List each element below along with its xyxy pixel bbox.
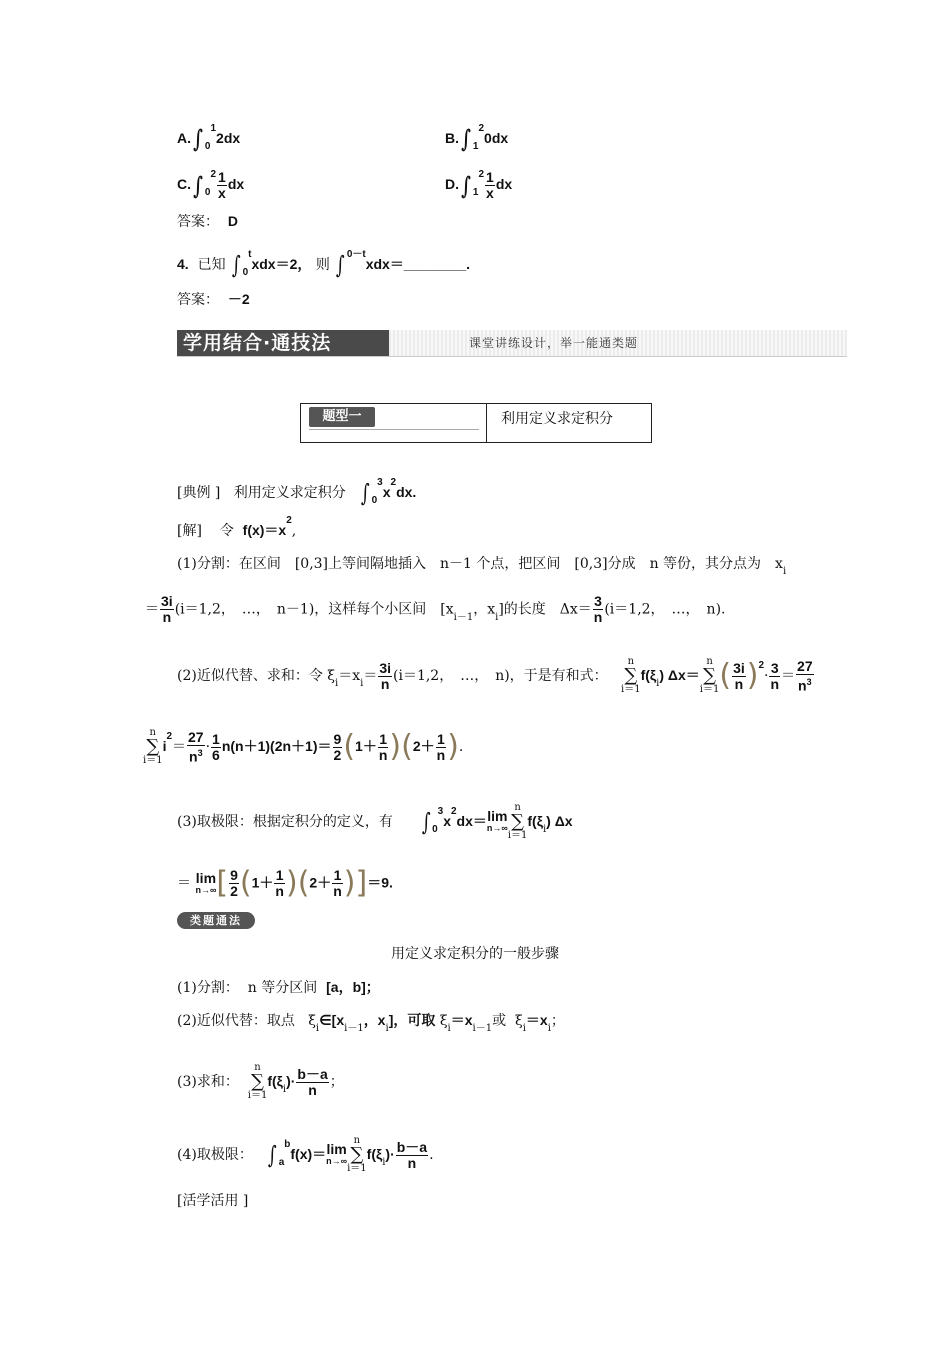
term: 1＋ <box>355 738 377 754</box>
limit <box>326 1143 347 1167</box>
question-text: 已知 <box>197 257 226 273</box>
dot: · <box>205 739 211 755</box>
step1-text: ，x <box>473 601 496 618</box>
integral-sign: ∫ <box>336 251 345 279</box>
upper-limit: 2 <box>478 169 485 181</box>
lower-limit: a <box>278 1157 285 1168</box>
solution-tag: [解] <box>177 523 202 539</box>
sum-symbol <box>248 1063 268 1101</box>
step2-text: ＝x <box>338 668 361 684</box>
expression: xdx＝2， <box>251 256 312 272</box>
sum-symbol <box>347 1136 367 1174</box>
fraction <box>593 594 604 625</box>
denominator: 2 <box>333 746 342 763</box>
numerator: 1 <box>275 867 284 883</box>
lower-limit: 0 <box>432 824 438 835</box>
term: i <box>162 738 167 754</box>
term: 1＋ <box>251 874 274 891</box>
fraction <box>378 661 392 692</box>
numerator: 1 <box>333 867 342 883</box>
method-step-3 <box>177 1063 344 1101</box>
numerator: b－a <box>297 1065 328 1082</box>
summand: f(ξ <box>640 667 657 683</box>
step1-text: ]的长度 Δx＝ <box>498 601 592 618</box>
denominator: n <box>770 675 780 692</box>
xi: ξ <box>515 1013 523 1029</box>
left-bracket-icon: [ <box>216 865 229 901</box>
left-paren-icon: ( <box>239 865 252 901</box>
sum-top: n <box>514 802 521 813</box>
integral-sign: ∫ <box>421 808 431 836</box>
banner-subtitle: 课堂讲练设计，举一能通类题 <box>469 336 639 350</box>
sum-symbol <box>508 803 528 841</box>
fraction <box>332 868 343 899</box>
sum-bottom: i＝1 <box>347 1163 367 1174</box>
subscript: i <box>522 1023 526 1034</box>
term: ＝x <box>525 1012 548 1028</box>
sum-top: n <box>627 656 635 667</box>
option-a <box>177 123 241 154</box>
exponent: 2 <box>166 731 173 742</box>
equals: ＝ <box>177 875 191 892</box>
left-paren-icon: ( <box>343 729 356 764</box>
step1-text: (i＝1,2， …， n). <box>604 601 726 618</box>
right-paren-icon: ) <box>343 865 356 901</box>
fraction <box>160 594 174 625</box>
method-title: 用定义求定积分的一般步骤 <box>391 946 559 962</box>
sum-symbol <box>621 657 641 695</box>
exponent: 2 <box>450 806 457 817</box>
answer-value: D <box>227 213 239 229</box>
right-paren-icon: ) <box>389 729 402 764</box>
sigma-icon: ∑ <box>350 1144 364 1165</box>
right-paren-icon: ) <box>746 658 759 693</box>
dot: · <box>764 668 769 684</box>
left-paren-icon: ( <box>401 729 413 764</box>
fraction <box>187 730 205 765</box>
type-tag-cell <box>301 404 487 442</box>
step2-line1 <box>177 657 815 695</box>
exponent: 3 <box>197 747 203 758</box>
upper-limit: b <box>284 1139 291 1150</box>
lim-sub: n→∞ <box>195 884 217 895</box>
banner-title: 学用结合·通技法 <box>177 330 389 356</box>
fraction <box>485 170 495 201</box>
step1-text: (1)分割：在区间 [0,3]上等间隔地插入 n－1 个点，把区间 [0,3]分成 n 等份，其分点为 x <box>177 556 783 572</box>
sum-bottom: i＝1 <box>621 684 641 695</box>
sum-symbol <box>700 657 720 695</box>
step2-text: (2)近似代替、求和：令 ξ <box>177 668 335 684</box>
integrand: 0dx <box>484 130 509 146</box>
equals: ＝ <box>363 668 378 684</box>
integrand: f(x)＝ <box>290 1146 327 1162</box>
limit <box>487 810 508 834</box>
sigma-icon: ∑ <box>624 665 638 686</box>
example-line <box>177 477 417 507</box>
numerator: b－a <box>396 1138 428 1155</box>
integrand: 2dx <box>216 130 241 146</box>
function-def: f(x)＝x <box>242 522 287 538</box>
summand: ) Δx <box>546 813 573 829</box>
step1-line1 <box>177 554 786 576</box>
practice-tag: [活学活用 ] <box>177 1193 249 1209</box>
sigma-icon: ∑ <box>511 811 525 832</box>
denominator-base: n <box>189 748 198 765</box>
denominator <box>796 675 814 694</box>
fraction <box>211 732 221 763</box>
subscript: i <box>495 611 499 623</box>
denominator: n <box>378 746 388 763</box>
step3-text: (3)取极限：根据定积分的定义，有 <box>177 814 393 830</box>
numerator: 27 <box>797 657 813 674</box>
method-step-2 <box>177 1010 565 1033</box>
numerator: 1 <box>379 730 387 747</box>
option-label: B. <box>445 130 459 146</box>
sum-bottom: i＝1 <box>507 830 528 841</box>
upper-limit: 2 <box>478 123 485 134</box>
sum-bottom: i＝1 <box>143 755 163 766</box>
answer-label: 答案： <box>177 214 219 230</box>
integrand-tail: dx <box>495 176 513 193</box>
solution-text: 令 <box>219 523 234 539</box>
punct: . <box>458 739 464 755</box>
fraction <box>732 661 746 692</box>
right-bracket-icon: ] <box>355 865 368 901</box>
numerator: 3 <box>594 593 602 609</box>
sum-top: n <box>254 1062 261 1073</box>
integral-sign: ∫ <box>461 170 471 200</box>
option-c <box>177 170 244 201</box>
option-label: A. <box>177 130 191 146</box>
exponent: 2 <box>286 515 292 526</box>
numerator: 1 <box>218 169 226 185</box>
denominator <box>187 746 205 765</box>
left-paren-icon: ( <box>297 865 310 901</box>
integrand-tail: dx. <box>396 484 417 500</box>
denominator: x <box>486 185 494 201</box>
subscript: i <box>360 678 364 689</box>
lower-limit: 1 <box>472 141 479 152</box>
punct: , <box>291 523 297 539</box>
denominator: n <box>308 1081 317 1098</box>
numerator: 9 <box>333 730 342 747</box>
step1-line2 <box>145 594 725 625</box>
sigma-icon: ∑ <box>251 1071 264 1092</box>
denominator: n <box>593 609 603 625</box>
integral-sign: ∫ <box>268 1141 277 1169</box>
denominator-base: n <box>798 677 807 694</box>
integral-sign: ∫ <box>461 124 471 154</box>
punct: ； <box>329 1074 344 1090</box>
term: n(n＋1)(2n＋1)＝ <box>221 738 332 754</box>
fraction <box>378 732 389 763</box>
numerator: 27 <box>188 728 204 745</box>
denominator: n <box>275 883 284 899</box>
integral-sign: ∫ <box>193 170 203 200</box>
sum-top: n <box>706 656 713 667</box>
lim-sub: n→∞ <box>486 823 508 833</box>
equals: ＝ <box>172 739 187 755</box>
step2-text: (i＝1,2， …， n)，于是有和式： <box>393 668 608 684</box>
fraction <box>229 868 239 899</box>
answer-label: 答案： <box>177 292 219 308</box>
integral-sign: ∫ <box>360 479 370 507</box>
numerator: 3i <box>161 593 173 609</box>
exponent: 2 <box>390 477 397 488</box>
denominator: 2 <box>230 883 238 899</box>
step3-line2 <box>177 865 393 901</box>
sum-top: n <box>353 1135 361 1146</box>
subscript: i <box>447 1023 451 1034</box>
integral-sign: ∫ <box>231 251 241 279</box>
example-text: 利用定义求定积分 <box>233 485 346 501</box>
subscript: i－1 <box>344 1023 364 1034</box>
limit <box>195 869 217 896</box>
upper-limit: 0－t <box>346 249 366 260</box>
tag-underline <box>309 429 479 430</box>
term: 2＋ <box>412 738 435 754</box>
sum-bottom: i＝1 <box>699 684 720 695</box>
integral-sign: ∫ <box>193 124 203 154</box>
upper-limit: 3 <box>377 477 383 488</box>
sum-symbol <box>143 728 163 766</box>
equals: ＝ <box>145 601 159 618</box>
fraction <box>796 659 814 694</box>
option-label: C. <box>177 176 191 193</box>
numerator: 1 <box>486 169 494 185</box>
numerator: 1 <box>212 730 220 747</box>
numerator: 3i <box>733 659 745 676</box>
right-paren-icon: ) <box>447 729 459 764</box>
fraction <box>396 1140 428 1171</box>
lower-limit: 1 <box>472 187 479 199</box>
punct: . <box>429 1147 434 1163</box>
solution-line <box>177 515 297 543</box>
xi: ξ <box>439 1013 448 1029</box>
sigma-icon: ∑ <box>703 665 716 686</box>
subscript: i <box>382 1157 386 1168</box>
upper-limit: 2 <box>210 169 217 181</box>
subscript: i <box>656 678 660 689</box>
equals: ＝ <box>781 668 796 684</box>
question-text: 则 <box>315 257 330 273</box>
method-step-1 <box>177 977 380 998</box>
integrand-tail: dx <box>227 176 245 193</box>
numerator: 9 <box>230 867 238 883</box>
step1-text: (i＝1,2， …， n－1)，这样每个小区间 [x <box>174 601 454 618</box>
method-pill: 类题通法 <box>177 912 255 929</box>
upper-limit: 3 <box>437 806 444 817</box>
denominator: n <box>333 883 342 899</box>
method-text: ]，可取 <box>388 1012 436 1028</box>
summand: f(ξ <box>267 1073 283 1089</box>
subscript: i <box>547 1023 551 1034</box>
option-label: D. <box>445 176 459 193</box>
fraction <box>436 732 447 763</box>
fraction <box>296 1067 328 1098</box>
expression: xdx＝________. <box>365 256 471 272</box>
lim-sub: n→∞ <box>326 1156 348 1166</box>
summand: f(ξ <box>366 1146 383 1162</box>
upper-limit: 1 <box>210 123 217 134</box>
method-text: n 等分区间 <box>247 980 318 996</box>
fraction <box>217 170 227 201</box>
interval: [a，b]； <box>326 979 380 995</box>
xi: ξ <box>308 1013 316 1029</box>
result: ＝9. <box>367 874 393 891</box>
sigma-icon: ∑ <box>146 736 160 757</box>
method-text: (2)近似代替：取点 <box>177 1013 295 1029</box>
subscript: i <box>315 1023 320 1034</box>
term: 2＋ <box>309 874 332 891</box>
example-tag: [典例 ] <box>177 485 221 501</box>
exponent: 3 <box>806 676 812 687</box>
section-banner <box>177 330 847 357</box>
lim-text: lim <box>326 1141 347 1157</box>
term: ＝x <box>450 1012 473 1028</box>
question-number: 4. <box>177 256 189 272</box>
summand: f(ξ <box>527 813 543 829</box>
method-text: (1)分割： <box>177 980 239 996</box>
subscript: i <box>542 824 547 835</box>
integrand: x <box>443 813 451 829</box>
punct: ； <box>550 1013 565 1029</box>
interval: ，x <box>363 1012 386 1028</box>
subscript: i <box>282 1084 287 1095</box>
option-b <box>445 123 509 154</box>
fraction <box>769 661 780 692</box>
fraction <box>333 732 343 763</box>
option-d <box>445 170 512 201</box>
denominator: n <box>734 675 744 692</box>
step2-line2 <box>143 728 463 766</box>
denominator: n <box>380 675 390 692</box>
numerator: 3 <box>770 659 779 676</box>
denominator: n <box>436 746 446 763</box>
question-type-box <box>300 403 652 443</box>
denominator: x <box>218 185 226 201</box>
subscript: i <box>385 1023 389 1034</box>
method-text: (4)取极限： <box>177 1147 253 1163</box>
numerator: 1 <box>437 730 445 747</box>
method-step-4 <box>177 1136 434 1174</box>
denominator: n <box>162 609 172 625</box>
method-text: 或 <box>492 1013 507 1029</box>
summand: )· <box>286 1073 296 1089</box>
denominator: n <box>407 1154 417 1171</box>
lim-text: lim <box>487 808 508 824</box>
upper-limit: t <box>248 249 252 260</box>
type-tag: 题型一 <box>309 407 375 427</box>
subscript: i <box>335 678 339 689</box>
question-4 <box>177 249 471 279</box>
step3-line1 <box>177 803 573 841</box>
answer-3 <box>177 211 238 232</box>
lower-limit: 0 <box>204 141 211 152</box>
fraction <box>274 868 285 899</box>
numerator: 3i <box>379 659 391 676</box>
answer-value: －2 <box>227 291 250 307</box>
right-paren-icon: ) <box>285 865 298 901</box>
interval: ∈[x <box>319 1012 345 1028</box>
lim-text: lim <box>195 869 217 886</box>
type-title: 利用定义求定积分 <box>501 411 613 427</box>
method-text: (3)求和： <box>177 1074 239 1090</box>
lower-limit: 0 <box>204 187 211 199</box>
subscript: i－1 <box>453 611 474 623</box>
answer-4 <box>177 289 250 310</box>
summand: )· <box>385 1146 395 1162</box>
integrand: x <box>382 484 391 500</box>
integrand-tail: dx＝ <box>456 813 487 829</box>
subscript: i－1 <box>472 1023 493 1034</box>
left-paren-icon: ( <box>719 658 732 693</box>
lower-limit: 0 <box>242 267 249 278</box>
exponent: 2 <box>758 660 765 671</box>
denominator: 6 <box>212 746 220 763</box>
summand: ) Δx＝ <box>659 667 700 683</box>
sum-top: n <box>149 727 156 738</box>
sum-bottom: i＝1 <box>247 1090 268 1101</box>
lower-limit: 0 <box>371 495 378 506</box>
subscript: i <box>782 566 787 577</box>
